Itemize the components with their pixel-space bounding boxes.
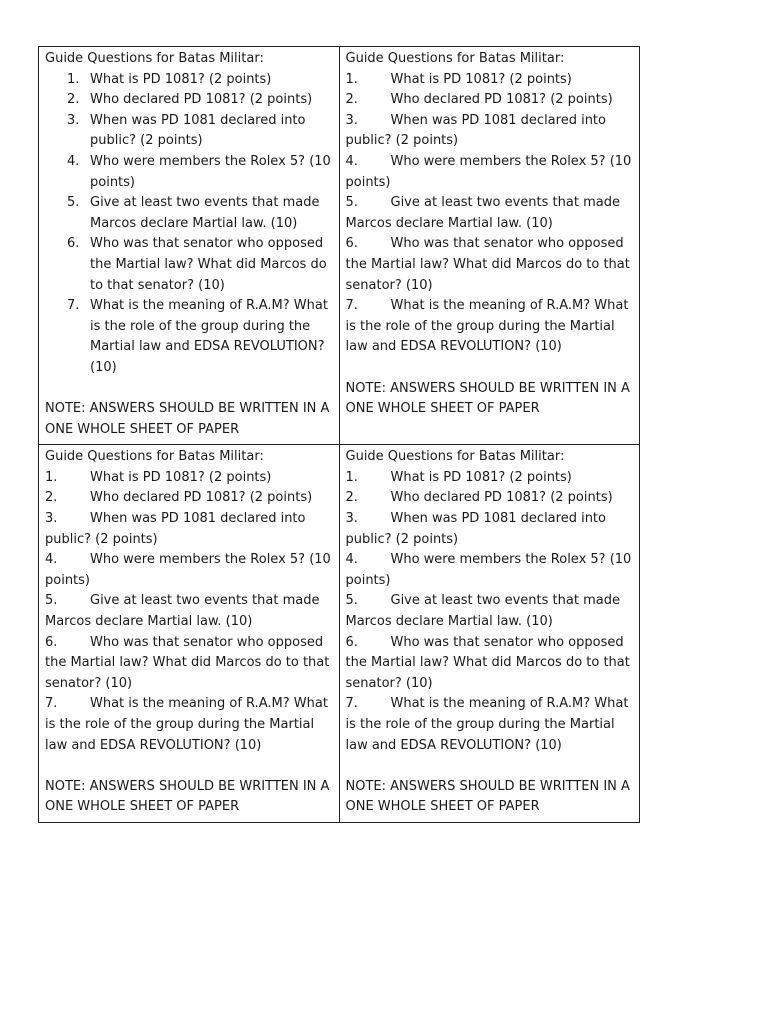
question-text: Who was that senator who opposed the Martial law? What did Marcos do to that senator? (10)	[90, 236, 327, 293]
question-number: 6.	[67, 236, 80, 252]
question-number: 3.	[345, 511, 358, 527]
question-text: What is the meaning of R.A.M? What is the role of the group during the Martial law and EDSA REVOLUTION? (10)	[345, 298, 629, 355]
question-number: 3.	[345, 112, 358, 128]
question-item	[45, 633, 333, 695]
table-row	[39, 47, 640, 445]
question-number: 7.	[345, 298, 358, 314]
question-text: Who declared PD 1081? (2 points)	[90, 490, 313, 506]
question-text: When was PD 1081 declared into public? (2 points)	[345, 511, 606, 547]
question-item	[346, 488, 634, 509]
question-number: 4.	[45, 552, 58, 568]
guide-questions-table	[38, 46, 640, 823]
guide-cell-top-left	[39, 47, 340, 445]
blank-line	[346, 358, 634, 379]
table-row	[39, 445, 640, 823]
question-item	[346, 111, 634, 152]
question-item	[346, 468, 634, 489]
question-text: Give at least two events that made Marcos declare Martial law. (10)	[345, 195, 620, 231]
question-text: Who was that senator who opposed the Martial law? What did Marcos do to that senator? (10)	[345, 634, 630, 691]
question-number: 4.	[67, 153, 80, 169]
question-item	[45, 234, 333, 296]
question-text: What is the meaning of R.A.M? What is the role of the group during the Martial law and EDSA REVOLUTION? (10)	[345, 696, 629, 753]
question-text: Who declared PD 1081? (2 points)	[90, 92, 313, 108]
question-text: Who were members the Rolex 5? (10 points)	[90, 153, 331, 190]
answer-note: NOTE: ANSWERS SHOULD BE WRITTEN IN A ONE WHOLE SHEET OF PAPER	[45, 778, 330, 815]
question-number: 7.	[67, 298, 80, 314]
question-text: What is the meaning of R.A.M? What is the role of the group during the Martial law and EDSA REVOLUTION? (10)	[45, 696, 328, 753]
question-number: 6.	[345, 236, 358, 252]
question-list	[346, 468, 634, 756]
answer-note: NOTE: ANSWERS SHOULD BE WRITTEN IN A ONE WHOLE SHEET OF PAPER	[45, 401, 330, 437]
blank-line	[346, 756, 634, 777]
question-number: 5.	[45, 593, 58, 609]
question-number: 7.	[45, 696, 58, 712]
question-number: 1.	[345, 469, 358, 485]
question-item	[346, 509, 634, 550]
question-number: 3.	[45, 511, 58, 527]
question-text: Who declared PD 1081? (2 points)	[390, 490, 613, 506]
question-number: 7.	[345, 696, 358, 712]
question-list	[346, 70, 634, 358]
question-number: 1.	[67, 71, 80, 87]
question-number: 5.	[345, 593, 358, 609]
question-text: When was PD 1081 declared into public? (2 points)	[45, 511, 306, 547]
question-text: Give at least two events that made Marcos declare Martial law. (10)	[345, 593, 620, 630]
question-text: Who were members the Rolex 5? (10 points)	[345, 153, 632, 190]
guide-cell-top-right	[339, 47, 640, 445]
question-number: 6.	[45, 634, 58, 650]
question-list	[45, 468, 333, 756]
question-number: 2.	[345, 490, 358, 506]
question-text: Give at least two events that made Marcos declare Martial law. (10)	[90, 195, 320, 231]
question-text: Who were members the Rolex 5? (10 points)	[45, 552, 331, 588]
question-item	[45, 468, 333, 489]
guide-heading: Guide Questions for Batas Militar:	[45, 449, 264, 465]
question-text: What is the meaning of R.A.M? What is the role of the group during the Martial law and EDSA REVOLUTION? (10)	[90, 298, 328, 375]
question-number: 1.	[45, 469, 58, 485]
guide-heading: Guide Questions for Batas Militar:	[345, 51, 565, 66]
question-item	[346, 694, 634, 756]
question-item	[45, 550, 333, 591]
question-number: 2.	[45, 490, 58, 506]
question-item	[45, 90, 333, 111]
question-number: 2.	[67, 92, 80, 108]
question-item	[346, 234, 634, 296]
question-item	[346, 70, 634, 91]
question-item	[45, 296, 333, 378]
blank-line	[45, 756, 333, 777]
guide-cell-content	[45, 447, 333, 818]
question-item	[45, 694, 333, 756]
question-number: 5.	[67, 195, 80, 211]
question-text: What is PD 1081? (2 points)	[90, 469, 272, 485]
question-number: 3.	[67, 112, 80, 128]
answer-note: NOTE: ANSWERS SHOULD BE WRITTEN IN A ONE WHOLE SHEET OF PAPER	[345, 380, 630, 417]
question-item	[346, 296, 634, 358]
question-item	[45, 111, 333, 152]
question-number: 4.	[345, 153, 358, 169]
question-text: Who was that senator who opposed the Martial law? What did Marcos do to that senator? (10)	[345, 236, 630, 293]
question-item	[45, 70, 333, 91]
question-item	[45, 488, 333, 509]
question-item	[45, 509, 333, 550]
guide-cell-content	[346, 49, 634, 420]
question-item	[346, 633, 634, 695]
question-list	[45, 70, 333, 379]
guide-cell-content	[45, 49, 333, 440]
question-number: 4.	[345, 552, 358, 568]
question-item	[45, 591, 333, 632]
question-text: Who declared PD 1081? (2 points)	[390, 92, 613, 108]
question-item	[45, 193, 333, 234]
question-item	[346, 90, 634, 111]
question-item	[346, 193, 634, 234]
question-text: What is PD 1081? (2 points)	[90, 71, 272, 87]
question-text: Who was that senator who opposed the Martial law? What did Marcos do to that senator? (10)	[45, 634, 330, 691]
question-text: When was PD 1081 declared into public? (2 points)	[345, 112, 606, 149]
guide-heading: Guide Questions for Batas Militar:	[45, 51, 264, 66]
guide-cell-bottom-left	[39, 445, 340, 823]
question-text: When was PD 1081 declared into public? (2 points)	[90, 112, 306, 149]
question-text: What is PD 1081? (2 points)	[390, 71, 572, 87]
question-text: Who were members the Rolex 5? (10 points)	[345, 552, 632, 588]
guide-cell-content	[346, 447, 634, 818]
question-number: 1.	[345, 71, 358, 87]
question-number: 5.	[345, 195, 358, 211]
question-item	[346, 591, 634, 632]
blank-line	[45, 379, 333, 400]
question-text: What is PD 1081? (2 points)	[390, 469, 572, 485]
question-number: 2.	[345, 92, 358, 108]
guide-heading: Guide Questions for Batas Militar:	[345, 449, 565, 465]
answer-note: NOTE: ANSWERS SHOULD BE WRITTEN IN A ONE WHOLE SHEET OF PAPER	[345, 778, 630, 815]
guide-cell-bottom-right	[339, 445, 640, 823]
question-number: 6.	[345, 634, 358, 650]
question-item	[45, 152, 333, 193]
question-item	[346, 550, 634, 591]
question-item	[346, 152, 634, 193]
question-text: Give at least two events that made Marcos declare Martial law. (10)	[45, 593, 320, 630]
